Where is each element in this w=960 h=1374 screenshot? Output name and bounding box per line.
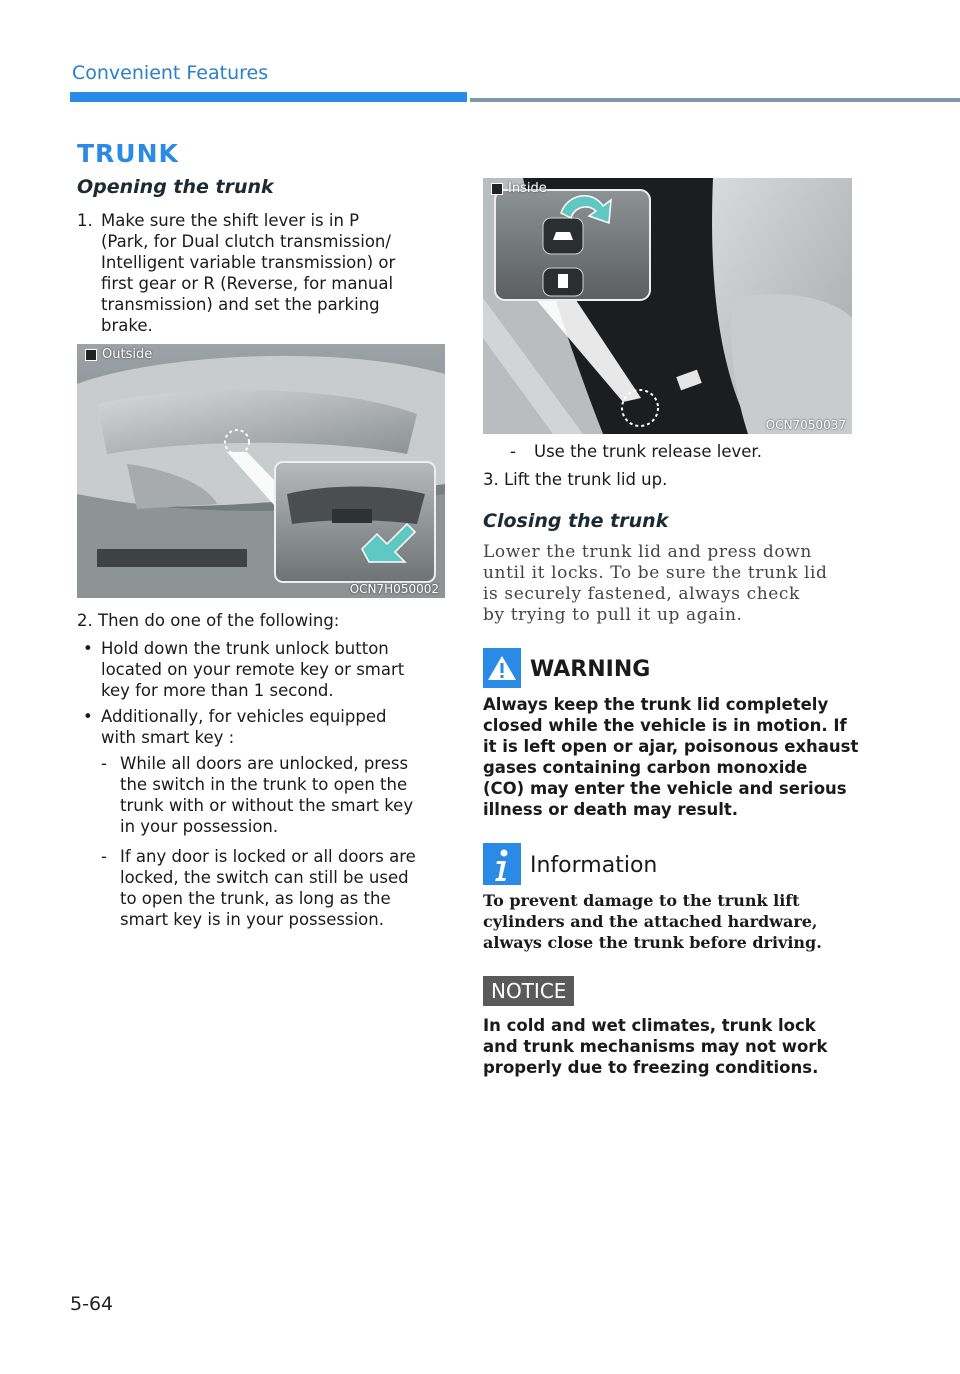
- sub-1-line: in your possession.: [120, 817, 279, 836]
- information-line: To prevent damage to the trunk lift: [483, 891, 800, 910]
- warning-line: (CO) may enter the vehicle and serious: [483, 779, 847, 798]
- figure-inside-label: Inside: [508, 181, 547, 196]
- trunk-outside-illustration: [77, 344, 445, 598]
- notice-line: properly due to freezing conditions.: [483, 1058, 819, 1077]
- sub-1-line: the switch in the trunk to open the: [120, 775, 408, 794]
- page-number: 5-64: [70, 1293, 114, 1315]
- bullet-2-line: Additionally, for vehicles equipped: [101, 707, 387, 726]
- dash-marker: -: [510, 442, 516, 461]
- warning-line: gases containing carbon monoxide: [483, 758, 808, 777]
- information-icon: [483, 843, 521, 885]
- closing-body: [483, 542, 863, 626]
- notice-body: [483, 1015, 863, 1078]
- dash-marker: -: [101, 754, 107, 773]
- sub-1-line: While all doors are unlocked, press: [120, 754, 409, 773]
- information-badge: [483, 843, 521, 885]
- step-1-line: brake.: [101, 316, 153, 335]
- square-marker-icon: [85, 349, 97, 361]
- step-2: 2. Then do one of the following:: [77, 611, 340, 630]
- step-3: 3. Lift the trunk lid up.: [483, 470, 668, 489]
- sub-item-2: [101, 846, 451, 930]
- square-marker-icon: [491, 183, 503, 195]
- closing-line: by trying to pull it up again.: [483, 605, 743, 625]
- information-body: [483, 890, 863, 953]
- figure-inside: [483, 178, 852, 434]
- sub-2-line: locked, the switch can still be used: [120, 868, 409, 887]
- figure-inside-code: OCN7050037: [765, 418, 846, 432]
- information-title: Information: [530, 853, 658, 878]
- sub-3-text: Use the trunk release lever.: [534, 442, 762, 461]
- sub-2-line: smart key is in your possession.: [120, 910, 384, 929]
- bullet-1-line: Hold down the trunk unlock button: [101, 639, 389, 658]
- opening-heading: Opening the trunk: [77, 176, 274, 198]
- figure-outside: [77, 344, 445, 598]
- step-1-line: Make sure the shift lever is in P: [101, 211, 360, 230]
- warning-title: WARNING: [530, 657, 651, 682]
- trunk-inside-illustration: [483, 178, 852, 434]
- step-1-line: first gear or R (Reverse, for manual: [101, 274, 394, 293]
- closing-heading: Closing the trunk: [483, 510, 669, 532]
- bullet-dot: •: [83, 639, 93, 658]
- sub-item-1: [101, 753, 451, 837]
- sub-1-line: trunk with or without the smart key: [120, 796, 414, 815]
- warning-line: illness or death may result.: [483, 800, 739, 819]
- warning-line: it is left open or ajar, poisonous exhaust: [483, 737, 859, 756]
- notice-tag: NOTICE: [483, 976, 574, 1006]
- information-line: always close the trunk before driving.: [483, 933, 822, 952]
- closing-line: is securely fastened, always check: [483, 584, 800, 604]
- header-bar-rule: [470, 98, 960, 102]
- figure-outside-code: OCN7H050002: [349, 582, 439, 596]
- step-1-line: Intelligent variable transmission) or: [101, 253, 396, 272]
- bullet-2: [77, 706, 447, 748]
- step-1-line: (Park, for Dual clutch transmission/: [101, 232, 391, 251]
- bullet-1: [77, 638, 447, 701]
- information-line: cylinders and the attached hardware,: [483, 912, 818, 931]
- sub-item-3: [510, 441, 850, 462]
- bullet-1-line: located on your remote key or smart: [101, 660, 405, 679]
- closing-line: until it locks. To be sure the trunk lid: [483, 563, 828, 583]
- header-title: Convenient Features: [72, 62, 269, 84]
- sub-2-line: to open the trunk, as long as the: [120, 889, 391, 908]
- sub-2-line: If any door is locked or all doors are: [120, 847, 416, 866]
- step-1-number: 1.: [77, 211, 93, 230]
- bullet-2-line: with smart key :: [101, 728, 235, 747]
- bullet-dot: •: [83, 707, 93, 726]
- warning-badge: [483, 648, 521, 688]
- section-title: TRUNK: [77, 139, 179, 168]
- figure-inside-tag: [491, 181, 547, 196]
- warning-triangle-icon: [483, 648, 521, 688]
- bullet-1-line: key for more than 1 second.: [101, 681, 334, 700]
- step-1: [77, 210, 447, 336]
- warning-line: closed while the vehicle is in motion. If: [483, 716, 847, 735]
- warning-body: [483, 694, 863, 820]
- header-bar-accent: [70, 92, 467, 102]
- figure-outside-label: Outside: [102, 347, 153, 362]
- dash-marker: -: [101, 847, 107, 866]
- warning-line: Always keep the trunk lid completely: [483, 695, 829, 714]
- notice-line: In cold and wet climates, trunk lock: [483, 1016, 816, 1035]
- step-1-line: transmission) and set the parking: [101, 295, 380, 314]
- closing-line: Lower the trunk lid and press down: [483, 542, 812, 562]
- figure-outside-tag: [85, 347, 152, 362]
- notice-line: and trunk mechanisms may not work: [483, 1037, 828, 1056]
